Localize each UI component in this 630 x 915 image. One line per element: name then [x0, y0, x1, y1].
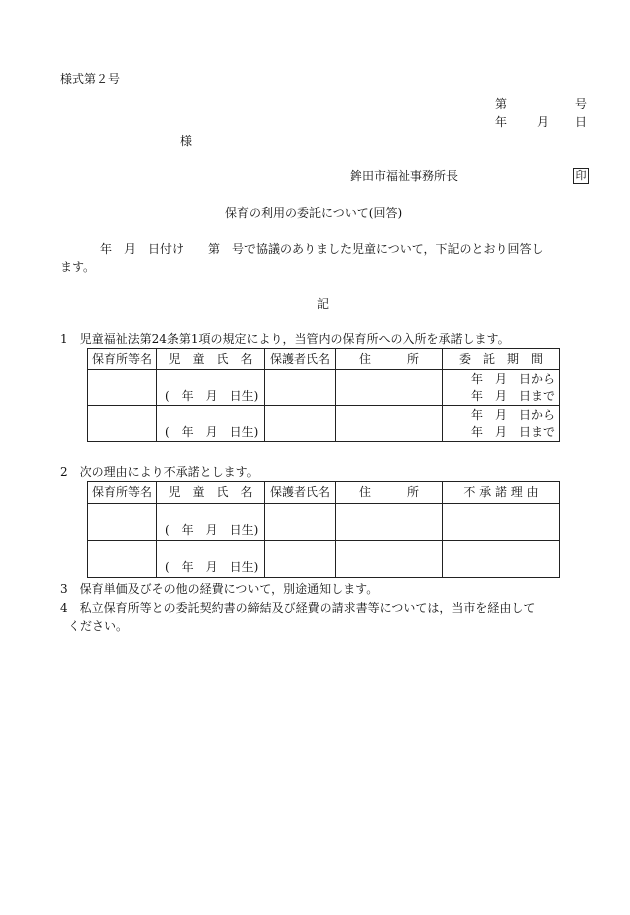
period-to: 年 月 日まで [470, 424, 555, 439]
facility-cell [88, 406, 157, 442]
period-cell [443, 406, 560, 442]
addressee-suffix: 様 [180, 134, 193, 148]
facility-cell [88, 370, 157, 406]
consent-table [87, 348, 560, 442]
doc-number-dai: 第 [495, 97, 508, 111]
period-cell [443, 370, 560, 406]
form-number: 様式第２号 [60, 72, 121, 86]
address-cell [336, 370, 443, 406]
period-from: 年 月 日から [470, 407, 555, 422]
child-cell [157, 406, 265, 442]
section2-heading: 2 次の理由により不承諾とします。 [60, 465, 259, 479]
address-cell [336, 541, 443, 578]
period-to: 年 月 日まで [470, 388, 555, 403]
header-period: 委 託 期 間 [443, 349, 560, 370]
ki-heading: 記 [317, 297, 330, 311]
date-day: 日 [575, 115, 588, 129]
table-row [88, 504, 560, 541]
header-address: 住 所 [336, 482, 443, 504]
header-refusal-reason: 不 承 諾 理 由 [443, 482, 560, 504]
header-facility: 保育所等名 [88, 482, 157, 504]
birth-date-text: ( 年 月 日生) [165, 389, 259, 403]
child-cell [157, 541, 265, 578]
seal-mark: 印 [573, 168, 589, 184]
header-facility: 保育所等名 [88, 349, 157, 370]
table-row [88, 406, 560, 442]
guardian-cell [265, 504, 336, 541]
guardian-cell [265, 370, 336, 406]
doc-number-go: 号 [575, 97, 588, 111]
table-row [88, 541, 560, 578]
date-month: 月 [537, 115, 550, 129]
table-header-row [88, 349, 560, 370]
address-cell [336, 406, 443, 442]
child-cell [157, 504, 265, 541]
birth-date-text: ( 年 月 日生) [165, 425, 259, 439]
address-cell [336, 504, 443, 541]
period-from: 年 月 日から [470, 371, 555, 386]
facility-cell [88, 504, 157, 541]
child-cell [157, 370, 265, 406]
birth-date-text: ( 年 月 日生) [165, 560, 259, 574]
reason-cell [443, 541, 560, 578]
issuer: 鉾田市福祉事務所長 [350, 169, 459, 183]
facility-cell [88, 541, 157, 578]
section4-line1: 4 私立保育所等との委託契約書の締結及び経費の請求書等については，当市を経由して [60, 601, 536, 615]
birth-date-text: ( 年 月 日生) [165, 523, 259, 537]
refusal-table [87, 481, 560, 578]
table-row [88, 370, 560, 406]
header-child-name: 児 童 氏 名 [157, 349, 265, 370]
section3-text: 3 保育単価及びその他の経費について，別途通知します。 [60, 582, 379, 596]
reason-cell [443, 504, 560, 541]
date-year: 年 [495, 115, 508, 129]
section4-line2: ください。 [68, 619, 129, 633]
guardian-cell [265, 406, 336, 442]
intro-line2: ます。 [60, 260, 96, 274]
section1-heading: 1 児童福祉法第24条第1項の規定により，当管内の保育所への入所を承諾します。 [60, 332, 510, 346]
header-child-name: 児 童 氏 名 [157, 482, 265, 504]
table-header-row [88, 482, 560, 504]
header-address: 住 所 [336, 349, 443, 370]
intro-line1: 年 月 日付け 第 号で協議のありました児童について，下記のとおり回答し [100, 242, 544, 256]
doc-title: 保育の利用の委託について(回答) [225, 206, 403, 220]
header-guardian: 保護者氏名 [265, 482, 336, 504]
header-guardian: 保護者氏名 [265, 349, 336, 370]
guardian-cell [265, 541, 336, 578]
